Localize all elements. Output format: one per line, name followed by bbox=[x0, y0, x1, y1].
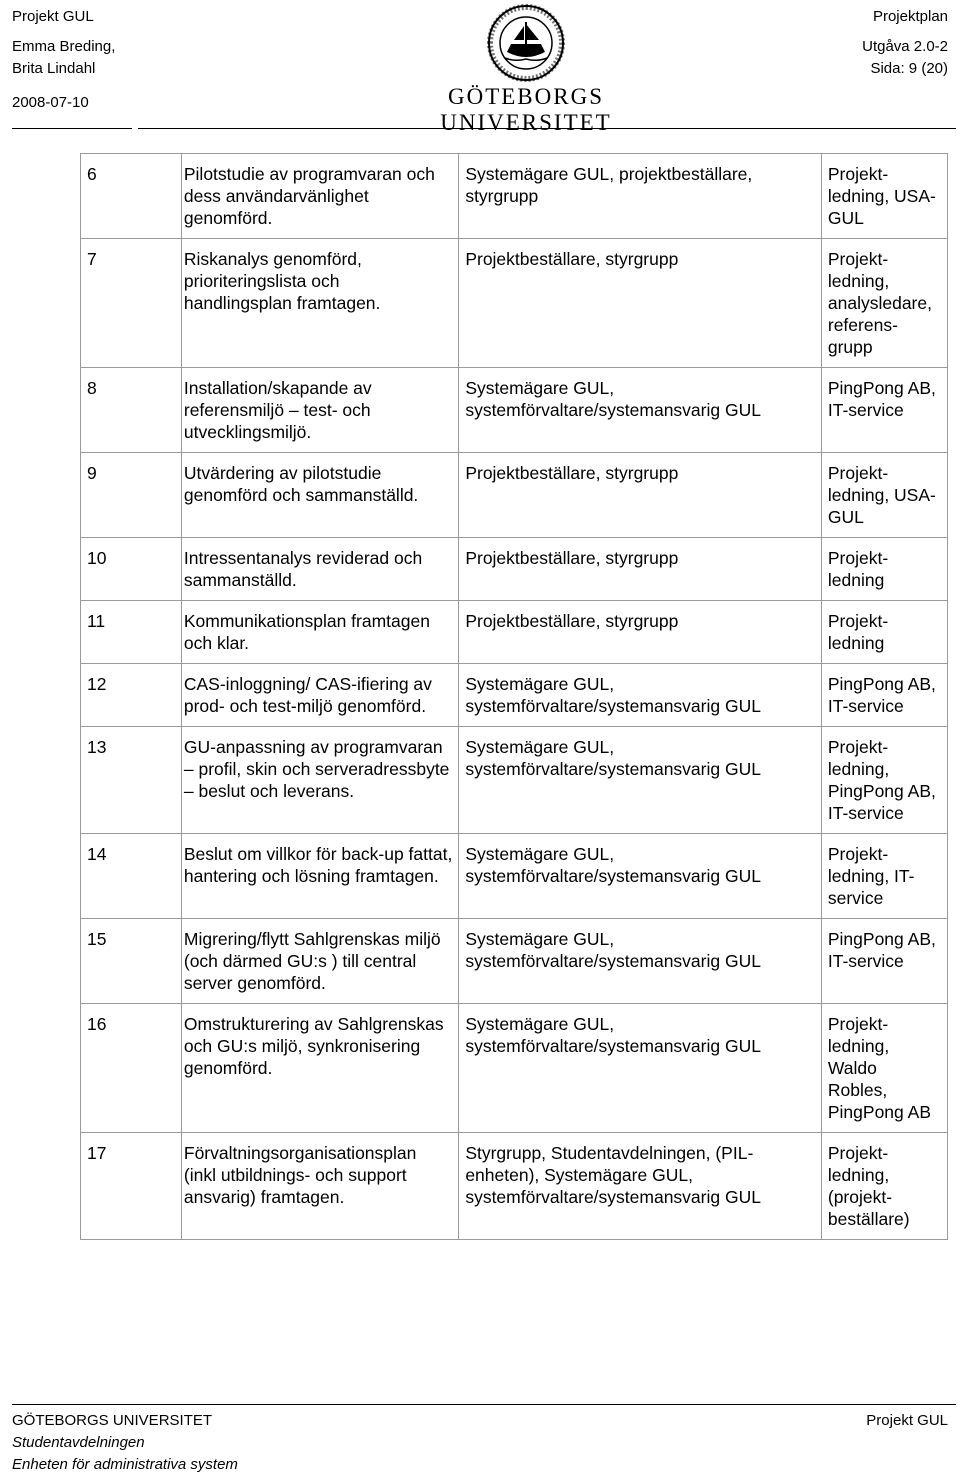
row-number: 15 bbox=[81, 919, 182, 1004]
table-row bbox=[81, 664, 948, 727]
table-row bbox=[81, 727, 948, 834]
header-divider-left bbox=[12, 128, 132, 129]
header-project: Projekt GUL bbox=[12, 8, 94, 25]
performer: PingPong AB, IT-service bbox=[821, 919, 947, 1004]
row-number: 7 bbox=[81, 239, 182, 368]
performer: Projekt-ledning, IT-service bbox=[821, 834, 947, 919]
header-divider bbox=[138, 128, 956, 129]
milestone-description: Förvaltningsorganisationsplan (inkl utbildnings- och support ansvarig) framtagen. bbox=[181, 1133, 458, 1240]
performer: Projekt-ledning bbox=[821, 601, 947, 664]
responsible-party: Systemägare GUL, systemförvaltare/systemansvarig GUL bbox=[459, 664, 822, 727]
responsible-party: Projektbeställare, styrgrupp bbox=[459, 453, 822, 538]
header-authors-1: Emma Breding, bbox=[12, 38, 116, 55]
milestone-description: CAS-inloggning/ CAS-ifiering av prod- och test-miljö genomförd. bbox=[181, 664, 458, 727]
responsible-party: Projektbeställare, styrgrupp bbox=[459, 239, 822, 368]
header-university-name: GÖTEBORGS UNIVERSITET bbox=[440, 84, 612, 135]
row-number: 9 bbox=[81, 453, 182, 538]
table-row bbox=[81, 154, 948, 239]
university-seal-icon bbox=[487, 4, 565, 82]
table-row bbox=[81, 1133, 948, 1240]
responsible-party: Systemägare GUL, systemförvaltare/systemansvarig GUL bbox=[459, 1004, 822, 1133]
milestone-description: Pilotstudie av programvaran och dess användarvänlighet genomförd. bbox=[181, 154, 458, 239]
footer-project: Projekt GUL bbox=[866, 1412, 948, 1429]
milestone-description: Kommunikationsplan framtagen och klar. bbox=[181, 601, 458, 664]
table-row bbox=[81, 919, 948, 1004]
row-number: 14 bbox=[81, 834, 182, 919]
milestone-description: Installation/skapande av referensmiljö – test- och utvecklingsmiljö. bbox=[181, 368, 458, 453]
row-number: 10 bbox=[81, 538, 182, 601]
footer-university: GÖTEBORGS UNIVERSITET bbox=[12, 1412, 213, 1429]
performer: Projekt-ledning bbox=[821, 538, 947, 601]
row-number: 6 bbox=[81, 154, 182, 239]
milestone-description: Utvärdering av pilotstudie genomförd och sammanställd. bbox=[181, 453, 458, 538]
table-row bbox=[81, 601, 948, 664]
table-row bbox=[81, 834, 948, 919]
row-number: 16 bbox=[81, 1004, 182, 1133]
milestone-description: GU-anpassning av programvaran – profil, skin och serveradressbyte – beslut och leverans. bbox=[181, 727, 458, 834]
table-row bbox=[81, 453, 948, 538]
row-number: 13 bbox=[81, 727, 182, 834]
milestone-table-body bbox=[81, 154, 948, 1240]
milestone-description: Migrering/flytt Sahlgrenskas miljö (och därmed GU:s ) till central server genomförd. bbox=[181, 919, 458, 1004]
responsible-party: Systemägare GUL, systemförvaltare/systemansvarig GUL bbox=[459, 368, 822, 453]
table-row bbox=[81, 239, 948, 368]
table-row bbox=[81, 368, 948, 453]
footer-unit: Enheten för administrativa system bbox=[12, 1456, 238, 1473]
footer-department: Studentavdelningen bbox=[12, 1434, 145, 1451]
performer: Projekt-ledning, USA-GUL bbox=[821, 154, 947, 239]
header-right bbox=[862, 6, 948, 80]
performer: Projekt-ledning, USA-GUL bbox=[821, 453, 947, 538]
performer: Projekt-ledning, Waldo Robles, PingPong AB bbox=[821, 1004, 947, 1133]
footer-left bbox=[12, 1410, 238, 1476]
header-page-number: Sida: 9 (20) bbox=[870, 60, 948, 77]
responsible-party: Systemägare GUL, systemförvaltare/systemansvarig GUL bbox=[459, 834, 822, 919]
performer: Projekt-ledning, (projekt-beställare) bbox=[821, 1133, 947, 1240]
milestone-table bbox=[80, 153, 948, 1240]
responsible-party: Styrgrupp, Studentavdelningen, (PIL-enheten), Systemägare GUL, systemförvaltare/systemansvarig GUL bbox=[459, 1133, 822, 1240]
row-number: 12 bbox=[81, 664, 182, 727]
milestone-description: Riskanalys genomförd, prioriteringslista och handlingsplan framtagen. bbox=[181, 239, 458, 368]
performer: PingPong AB, IT-service bbox=[821, 368, 947, 453]
header-left bbox=[12, 6, 115, 114]
responsible-party: Projektbeställare, styrgrupp bbox=[459, 601, 822, 664]
responsible-party: Systemägare GUL, projektbeställare, styrgrupp bbox=[459, 154, 822, 239]
milestone-description: Intressentanalys reviderad och sammanställd. bbox=[181, 538, 458, 601]
responsible-party: Systemägare GUL, systemförvaltare/systemansvarig GUL bbox=[459, 727, 822, 834]
performer: Projekt-ledning, PingPong AB, IT-service bbox=[821, 727, 947, 834]
responsible-party: Systemägare GUL, systemförvaltare/systemansvarig GUL bbox=[459, 919, 822, 1004]
header-date: 2008-07-10 bbox=[12, 94, 89, 111]
row-number: 11 bbox=[81, 601, 182, 664]
row-number: 17 bbox=[81, 1133, 182, 1240]
performer: PingPong AB, IT-service bbox=[821, 664, 947, 727]
responsible-party: Projektbeställare, styrgrupp bbox=[459, 538, 822, 601]
milestone-description: Omstrukturering av Sahlgrenskas och GU:s miljö, synkronisering genomförd. bbox=[181, 1004, 458, 1133]
table-row bbox=[81, 538, 948, 601]
table-row bbox=[81, 1004, 948, 1133]
header-doc-type: Projektplan bbox=[872, 8, 948, 25]
header-version: Utgåva 2.0-2 bbox=[862, 38, 948, 55]
row-number: 8 bbox=[81, 368, 182, 453]
performer: Projekt-ledning, analysledare, referens-grupp bbox=[821, 239, 947, 368]
milestone-description: Beslut om villkor för back-up fattat, hantering och lösning framtagen. bbox=[181, 834, 458, 919]
footer-divider bbox=[12, 1404, 956, 1405]
header-authors-2: Brita Lindahl bbox=[12, 60, 96, 77]
